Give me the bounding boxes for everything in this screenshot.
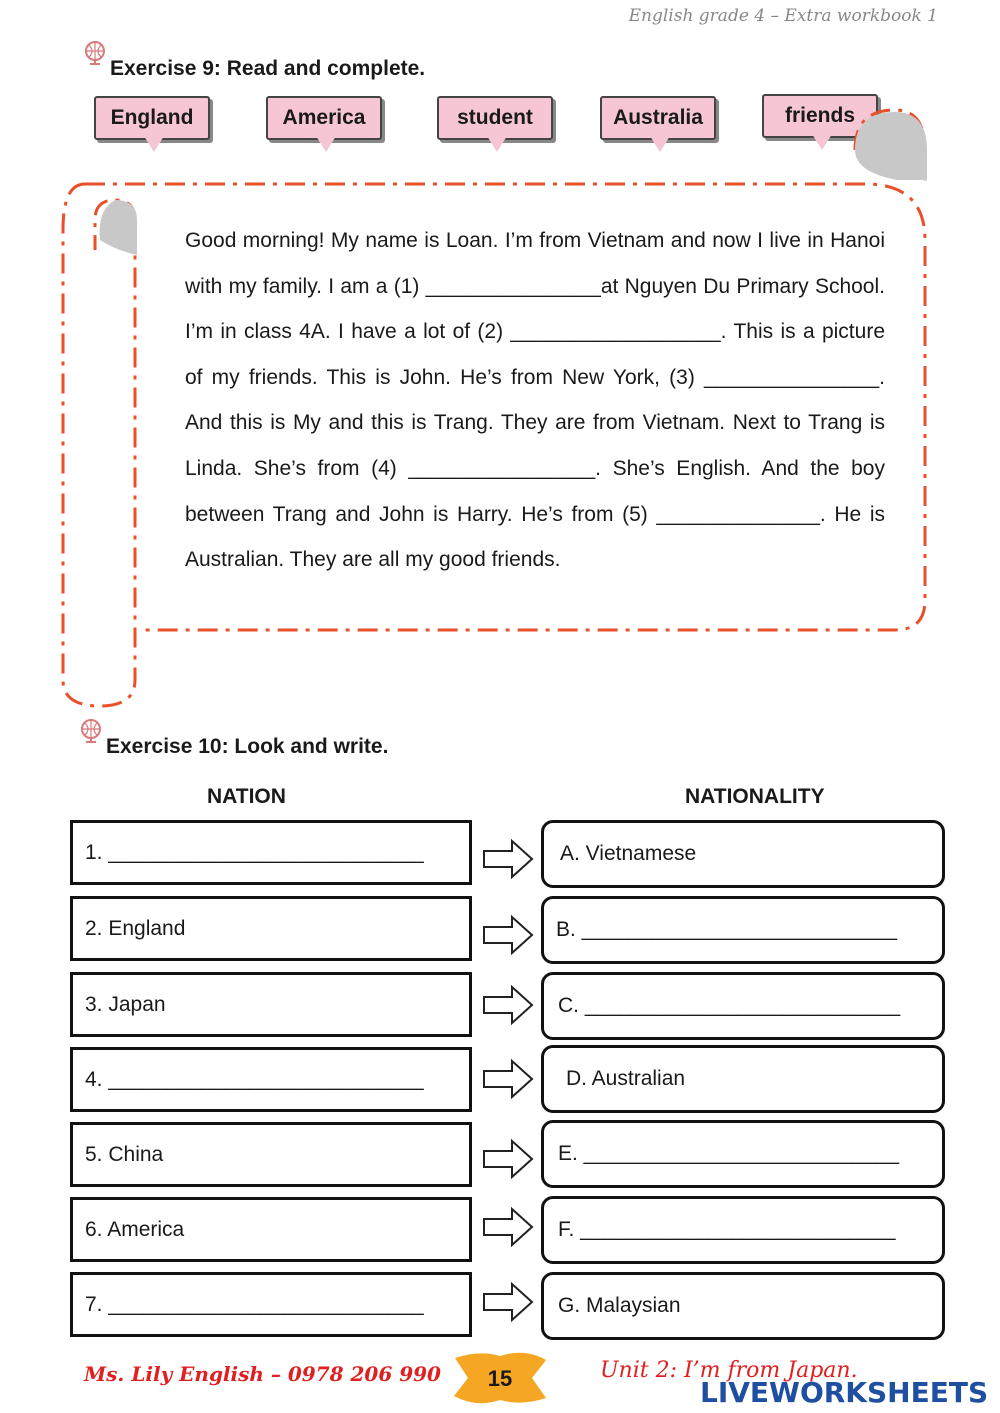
word-bank-item: England (94, 96, 210, 140)
nation-item: 2. England (70, 896, 472, 961)
word-bank-item: student (437, 96, 553, 140)
reading-passage: Good morning! My name is Loan. I’m from Vietnam and now I live in Hanoi with my family. I am a (1) _______________at Nguyen Du Primary School. I’m in class 4A. I have a lot of (2) __________________. This is a picture of my friends. This is John. He’s from New York, (3) _______________. And this is My and this is Trang. They are from Vietnam. Next to Trang is Linda. She’s from (4) ________________. She’s English. And the boy between Trang and John is Harry. He’s from (5) ______________. He is Australian. They are all my good friends. (185, 229, 885, 572)
nationality-item[interactable]: B. ___________________________ (541, 896, 945, 964)
footer-unit: Unit 2: I’m from Japan. (600, 1358, 858, 1383)
word-bank-item: friends (762, 94, 878, 138)
nationality-item: G. Malaysian (541, 1272, 945, 1340)
word-bank-item: Australia (600, 96, 716, 140)
globe-icon (78, 718, 104, 744)
arrow-right-icon (482, 1057, 534, 1101)
nation-item: 3. Japan (70, 972, 472, 1037)
nationality-item[interactable]: F. ___________________________ (541, 1196, 945, 1264)
word-bank-item: America (266, 96, 382, 140)
footer-author: Ms. Lily English – 0978 206 990 (84, 1362, 441, 1386)
nation-item[interactable]: 4. ___________________________ (70, 1047, 472, 1112)
arrow-right-icon (482, 983, 534, 1027)
liveworksheets-logo: LIVEWORKSHEETS (700, 1376, 989, 1409)
arrow-right-icon (482, 1205, 534, 1249)
nation-item[interactable]: 7. ___________________________ (70, 1272, 472, 1337)
nationality-item[interactable]: E. ___________________________ (541, 1120, 945, 1188)
nationality-header: NATIONALITY (685, 785, 825, 808)
nationality-item: D. Australian (541, 1045, 945, 1113)
arrow-right-icon (482, 1280, 534, 1324)
exercise10-title: Exercise 10: Look and write. (106, 735, 389, 758)
nationality-item[interactable]: C. ___________________________ (541, 972, 945, 1040)
globe-icon (82, 40, 108, 66)
nation-item: 5. China (70, 1122, 472, 1187)
page-number: 15 (487, 1366, 513, 1391)
arrow-right-icon (482, 913, 534, 957)
exercise9-title: Exercise 9: Read and complete. (110, 57, 426, 80)
nation-item[interactable]: 1. ___________________________ (70, 820, 472, 885)
nationality-item: A. Vietnamese (541, 820, 945, 888)
nation-item: 6. America (70, 1197, 472, 1262)
arrow-right-icon (482, 837, 534, 881)
workbook-header: English grade 4 – Extra workbook 1 (628, 6, 938, 26)
nation-header: NATION (207, 785, 286, 808)
arrow-right-icon (482, 1137, 534, 1181)
